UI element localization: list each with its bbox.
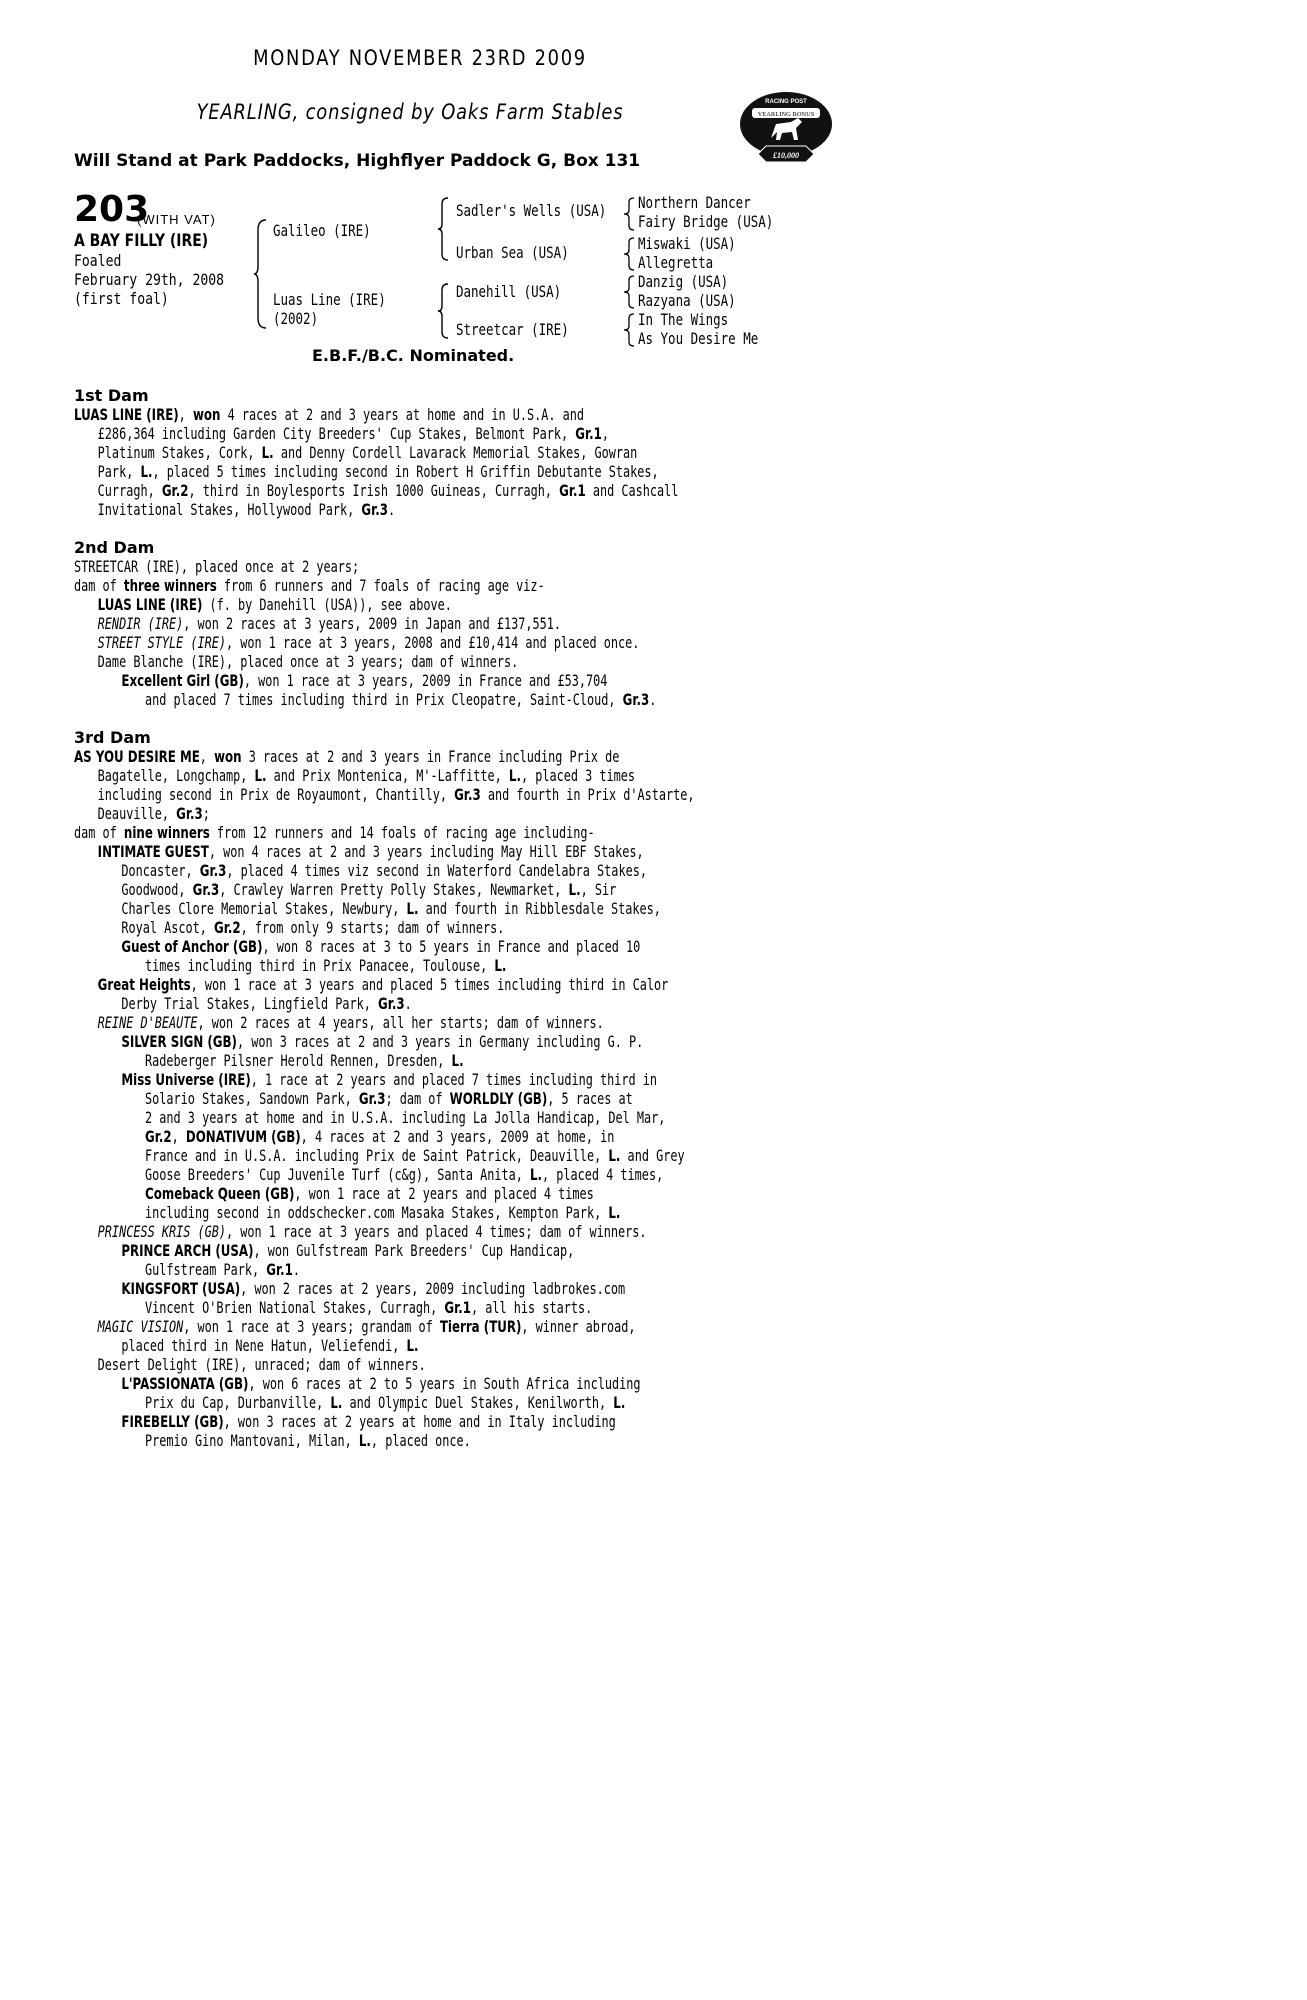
third-dam-line (74, 804, 577, 823)
text: , third in Boylesports Irish 1000 Guineas, Curragh, (188, 481, 560, 500)
text: Invitational Stakes, Hollywood Park, (97, 500, 362, 519)
second-dam-title: 2nd Dam (74, 538, 155, 557)
text: INTIMATE GUEST (97, 842, 209, 861)
text: , (171, 1127, 186, 1146)
text: , (601, 424, 610, 443)
text: STREET STYLE (IRE) (97, 633, 226, 652)
third-dam-title: 3rd Dam (74, 728, 151, 747)
text: £286,364 including Garden City Breeders' Cup Stakes, Belmont Park, (97, 424, 576, 443)
text: RENDIR (IRE) (97, 614, 184, 633)
dam-dam: Streetcar (IRE) (456, 320, 569, 339)
text: DONATIVUM (GB) (185, 1127, 301, 1146)
third-dam-line (74, 1374, 641, 1393)
text: Desert Delight (IRE), unraced; dam of winners. (97, 1355, 426, 1374)
first-dam-line (74, 443, 638, 462)
text: , won Gulfstream Park Breeders' Cup Handicap, (253, 1241, 575, 1260)
third-dam-line (74, 994, 577, 1013)
lot-number: 203 (74, 189, 150, 230)
text: 4 races at 2 and 3 years at home and in U.S.A. and (220, 405, 584, 424)
grade: L. (568, 880, 581, 899)
grade: Gr.3 (358, 1089, 386, 1108)
dam: Luas Line (IRE) (273, 290, 386, 309)
grade: Gr.3 (192, 880, 220, 899)
grade: L. (261, 443, 274, 462)
text: Prix du Cap, Durbanville, (145, 1393, 331, 1412)
third-dam-line (74, 1298, 593, 1317)
text: , placed 4 times, (542, 1165, 664, 1184)
grand-dam-1: Fairy Bridge (USA) (638, 212, 774, 231)
text: . (292, 1260, 300, 1279)
grand-sire-2: Miswaki (USA) (638, 234, 736, 253)
text: won (192, 405, 221, 424)
text: , placed once. (370, 1431, 471, 1450)
third-dam-line (74, 1203, 621, 1222)
text: three winners (123, 576, 217, 595)
text: placed third in Nene Hatun, Veliefendi, (121, 1336, 407, 1355)
grade: Gr.1 (559, 481, 586, 500)
grade: L. (608, 1203, 621, 1222)
grade: L. (508, 766, 521, 785)
pedigree-brace-6 (624, 274, 636, 310)
text: Park, (97, 462, 141, 481)
third-dam-line (74, 747, 620, 766)
third-dam-line (74, 880, 617, 899)
text: L'PASSIONATA (GB) (121, 1374, 249, 1393)
grand-dam-4: As You Desire Me (638, 329, 759, 348)
text: including second in Prix de Royaumont, Chantilly, (97, 785, 455, 804)
third-dam-line (74, 1279, 626, 1298)
text: Derby Trial Stakes, Lingfield Park, (121, 994, 378, 1013)
text: from 12 runners and 14 foals of racing age including- (209, 823, 595, 842)
text: dam of (74, 576, 124, 595)
third-dam-line (74, 1089, 633, 1108)
third-dam-section (74, 728, 754, 1450)
grade: L. (406, 1336, 419, 1355)
first-dam-line (74, 481, 679, 500)
grand-sire-4: In The Wings (638, 310, 729, 329)
text: nine winners (123, 823, 210, 842)
text: , won 1 race at 3 years, 2009 in France and £53,704 (243, 671, 608, 690)
third-dam-line (74, 785, 695, 804)
catalogue-body (74, 386, 754, 1469)
third-dam-line (74, 1222, 647, 1241)
text: , won 2 races at 4 years, all her starts; dam of winners. (197, 1013, 604, 1032)
text: Miss Universe (IRE) (121, 1070, 251, 1089)
text: PRINCESS KRIS (GB) (97, 1222, 226, 1241)
third-dam-line (74, 899, 661, 918)
text: and Cashcall (585, 481, 679, 500)
text: dam of (74, 823, 124, 842)
first-dam-line (74, 424, 610, 443)
grade: Gr.3 (454, 785, 481, 804)
grade: Gr.3 (377, 994, 405, 1013)
text: , won 2 races at 2 years, 2009 including ladbrokes.com (240, 1279, 626, 1298)
grade: Gr.2 (161, 481, 189, 500)
dam-name: LUAS LINE (IRE) (74, 405, 179, 424)
text: KINGSFORT (USA) (121, 1279, 241, 1298)
text: Solario Stakes, Sandown Park, (145, 1089, 359, 1108)
grade: L. (451, 1051, 464, 1070)
text: . (649, 690, 657, 709)
yearling-bonus-badge (736, 88, 836, 168)
text: FIREBELLY (GB) (121, 1412, 224, 1431)
text: Curragh, (97, 481, 162, 500)
third-dam-line (74, 1260, 577, 1279)
text: , won 1 race at 3 years and placed 5 times including third in Calor (190, 975, 669, 994)
text: and Denny Cordell Lavarack Memorial Stakes, Gowran (273, 443, 638, 462)
text: Comeback Queen (GB) (145, 1184, 295, 1203)
grade: Gr.3 (199, 861, 227, 880)
second-dam-line (74, 671, 608, 690)
first-dam-line (74, 405, 584, 424)
text: won (214, 747, 242, 766)
text: , won 8 races at 3 to 5 years in France and placed 10 (262, 937, 641, 956)
consignor-line: YEARLING, consigned by Oaks Farm Stables (196, 100, 624, 124)
second-dam-line (74, 652, 577, 671)
text: MAGIC VISION (97, 1317, 184, 1336)
grade: L. (330, 1393, 343, 1412)
text: , Sir (580, 880, 617, 899)
text: ; (202, 804, 210, 823)
first-dam-title: 1st Dam (74, 386, 149, 405)
text: Radeberger Pilsner Herold Rennen, Dresden, (145, 1051, 452, 1070)
third-dam-line (74, 1412, 616, 1431)
text: STREETCAR (IRE), placed once at 2 years; (74, 557, 360, 576)
text: , won 1 race at 2 years and placed 4 times (294, 1184, 594, 1203)
third-dam-line (74, 842, 644, 861)
text: , won 1 race at 3 years and placed 4 times; dam of winners. (225, 1222, 647, 1241)
grade: L. (254, 766, 267, 785)
text: and Olympic Duel Stakes, Kenilworth, (342, 1393, 614, 1412)
foal-note: (first foal) (74, 289, 169, 308)
text: PRINCE ARCH (USA) (121, 1241, 254, 1260)
text: Goodwood, (121, 880, 193, 899)
text: Gulfstream Park, (145, 1260, 267, 1279)
first-dam-line (74, 500, 577, 519)
third-dam-line (74, 1184, 594, 1203)
pedigree-brace-1 (254, 218, 268, 330)
text: , placed 5 times including second in Robert H Griffin Debutante Stakes, (152, 462, 659, 481)
grade: Gr.3 (361, 500, 389, 519)
third-dam-line (74, 1241, 577, 1260)
foaled-label: Foaled (74, 251, 122, 270)
text: (f. by Danehill (USA)), see above. (202, 595, 452, 614)
text: Vincent O'Brien National Stakes, Curragh, (145, 1298, 445, 1317)
foaled-date: February 29th, 2008 (74, 270, 225, 289)
nomination-note: E.B.F./B.C. Nominated. (312, 346, 515, 365)
text: LUAS LINE (IRE) (97, 595, 203, 614)
grade: L. (406, 899, 419, 918)
text: . (404, 994, 412, 1013)
text: , won 3 races at 2 years at home and in Italy including (223, 1412, 616, 1431)
third-dam-line (74, 1336, 577, 1355)
grade: L. (608, 1146, 621, 1165)
dam-sire: Danehill (USA) (456, 282, 562, 301)
text: Bagatelle, Longchamp, (97, 766, 255, 785)
sire-dam: Urban Sea (USA) (456, 243, 569, 262)
pedigree-brace-5 (624, 236, 636, 272)
first-dam-line (74, 462, 659, 481)
text: AS YOU DESIRE ME (74, 747, 200, 766)
third-dam-line (74, 861, 647, 880)
third-dam-line (74, 956, 577, 975)
text: from 6 runners and 7 foals of racing age viz- (216, 576, 545, 595)
grade: Gr.1 (266, 1260, 293, 1279)
text: SILVER SIGN (GB) (121, 1032, 237, 1051)
text: and Prix Montenica, M'-Laffitte, (266, 766, 509, 785)
second-dam-section (74, 538, 754, 709)
pedigree-brace-3 (438, 282, 450, 340)
text: , won 2 races at 3 years, 2009 in Japan and £137,551. (183, 614, 562, 633)
text: Great Heights (97, 975, 191, 994)
text: , won 1 race at 3 years, 2008 and £10,414 and placed once. (225, 633, 640, 652)
text: Platinum Stakes, Cork, (97, 443, 262, 462)
grade: L. (529, 1165, 543, 1184)
text: and fourth in Prix d'Astarte, (480, 785, 695, 804)
third-dam-line (74, 937, 641, 956)
grade: L. (613, 1393, 626, 1412)
grade: Gr.2 (145, 1127, 172, 1146)
grand-sire-1: Northern Dancer (638, 193, 751, 212)
sire: Galileo (IRE) (273, 221, 371, 240)
badge-top-text: RACING POST (765, 99, 807, 105)
text: , placed 3 times (520, 766, 636, 785)
text: , winner abroad, (521, 1317, 636, 1336)
text: 2 and 3 years at home and in U.S.A. including La Jolla Handicap, Del Mar, (145, 1108, 666, 1127)
third-dam-line (74, 1051, 577, 1070)
third-dam-line (74, 918, 577, 937)
dam-year: (2002) (273, 309, 319, 328)
lot-details (74, 232, 224, 308)
grade: Gr.1 (575, 424, 602, 443)
third-dam-line (74, 1146, 685, 1165)
text: ; dam of (385, 1089, 450, 1108)
text: Goose Breeders' Cup Juvenile Turf (c&g), Santa Anita, (145, 1165, 530, 1184)
grand-dam-2: Allegretta (638, 253, 714, 272)
grade: Gr.3 (622, 690, 650, 709)
stand-location: Will Stand at Park Paddocks, Highflyer Paddock G, Box 131 (74, 151, 641, 171)
second-dam-line (74, 576, 577, 595)
pedigree-brace-7 (624, 312, 636, 348)
pedigree-brace-2 (438, 196, 450, 262)
text: , (199, 747, 215, 766)
vat-note: (WITH VAT) (137, 212, 216, 227)
grand-sire-3: Danzig (USA) (638, 272, 729, 291)
third-dam-line (74, 1393, 626, 1412)
badge-amount: £10,000 (773, 151, 799, 160)
grade: L. (140, 462, 153, 481)
text: , 1 race at 2 years and placed 7 times including third in (250, 1070, 658, 1089)
third-dam-line (74, 1013, 604, 1032)
text: Charles Clore Memorial Stakes, Newbury, (121, 899, 407, 918)
text: , placed 4 times viz second in Waterford Candelabra Stakes, (226, 861, 647, 880)
third-dam-line (74, 1127, 615, 1146)
third-dam-line (74, 823, 595, 842)
text: including second in oddschecker.com Masaka Stakes, Kempton Park, (145, 1203, 609, 1222)
third-dam-line (74, 1108, 666, 1127)
third-dam-line (74, 766, 636, 785)
text: WORLDLY (GB) (449, 1089, 548, 1108)
text: , won 4 races at 2 and 3 years including May Hill EBF Stakes, (208, 842, 644, 861)
text: Premio Gino Mantovani, Milan, (145, 1431, 359, 1450)
text: and Grey (620, 1146, 685, 1165)
grade: L. (494, 956, 507, 975)
text: , from only 9 starts; dam of winners. (240, 918, 505, 937)
text: times including third in Prix Panacee, Toulouse, (145, 956, 495, 975)
grand-dam-3: Razyana (USA) (638, 291, 736, 310)
text: 3 races at 2 and 3 years in France including Prix de (241, 747, 620, 766)
text: , won 3 races at 2 and 3 years in Germany including G. P. (236, 1032, 644, 1051)
sire-sire: Sadler's Wells (USA) (456, 201, 607, 220)
horse-name: A BAY FILLY (IRE) (74, 231, 209, 251)
grade: Gr.3 (176, 804, 203, 823)
text: , won 6 races at 2 to 5 years in South Africa including (248, 1374, 641, 1393)
grade: Gr.2 (214, 918, 241, 937)
text: , won 1 race at 3 years; grandam of (183, 1317, 440, 1336)
first-dam-section (74, 386, 754, 519)
badge-middle-text: YEARLING BONUS (757, 111, 815, 118)
third-dam-line (74, 1355, 577, 1374)
text: Guest of Anchor (GB) (121, 937, 263, 956)
second-dam-line (74, 633, 640, 652)
second-dam-line (74, 557, 577, 576)
text: , all his starts. (471, 1298, 593, 1317)
text: Excellent Girl (GB) (121, 671, 244, 690)
third-dam-line (74, 1070, 658, 1089)
pedigree-brace-4 (624, 196, 636, 232)
text: Doncaster, (121, 861, 200, 880)
grade: L. (358, 1431, 371, 1450)
text: , 4 races at 2 and 3 years, 2009 at home, in (300, 1127, 615, 1146)
third-dam-line (74, 975, 669, 994)
third-dam-line (74, 1032, 644, 1051)
text: France and in U.S.A. including Prix de Saint Patrick, Deauville, (145, 1146, 609, 1165)
second-dam-line (74, 614, 577, 633)
text: , (178, 405, 193, 424)
text: Dame Blanche (IRE), placed once at 3 years; dam of winners. (97, 652, 519, 671)
text: , 5 races at (547, 1089, 633, 1108)
text: Tierra (TUR) (439, 1317, 522, 1336)
third-dam-line (74, 1317, 636, 1336)
sale-date: MONDAY NOVEMBER 23RD 2009 (253, 46, 587, 70)
text: , Crawley Warren Pretty Polly Stakes, Newmarket, (219, 880, 569, 899)
second-dam-line (74, 595, 577, 614)
text: and placed 7 times including third in Prix Cleopatre, Saint-Cloud, (145, 690, 623, 709)
second-dam-line (74, 690, 657, 709)
text: Royal Ascot, (121, 918, 215, 937)
text: . (388, 500, 396, 519)
text: and fourth in Ribblesdale Stakes, (418, 899, 661, 918)
third-dam-line (74, 1165, 664, 1184)
grade: Gr.1 (444, 1298, 472, 1317)
text: REINE D'BEAUTE (97, 1013, 198, 1032)
text: Deauville, (97, 804, 177, 823)
third-dam-line (74, 1431, 577, 1450)
